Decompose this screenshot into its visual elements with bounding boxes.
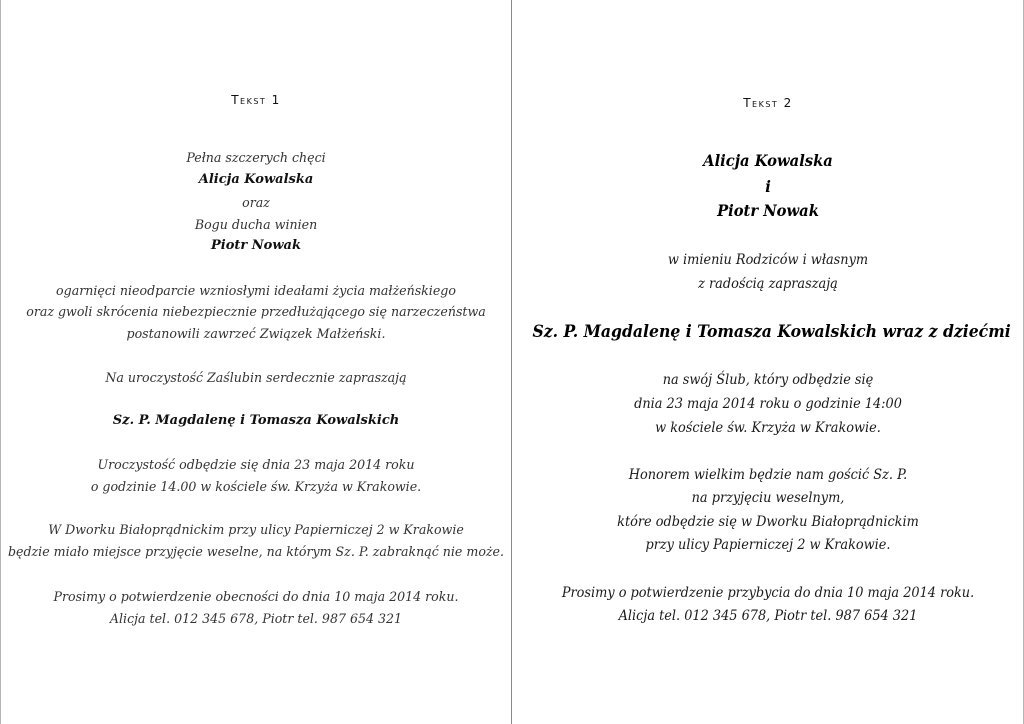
text1-line: będzie miało miejsce przyjęcie weselne, na którym Sz. P. zabraknąć nie może. — [7, 544, 505, 559]
text2-line: na swój Ślub, który odbędzie się — [662, 372, 874, 388]
text1-line: oraz — [242, 195, 270, 210]
text2-bride-name: Alicja Kowalska — [703, 151, 833, 170]
text1-line: Uroczystość odbędzie się dnia 23 maja 2014 roku — [97, 457, 415, 472]
text1-line: postanowili zawrzeć Związek Małżeński. — [126, 326, 386, 341]
text1-line: W Dworku Białoprądnickim przy ulicy Papierniczej 2 w Krakowie — [48, 522, 464, 537]
text2-line: w kościele św. Krzyża w Krakowie. — [655, 420, 881, 436]
text1-line: Na uroczystość Zaślubin serdecznie zapraszają — [105, 370, 407, 385]
text1-line: oraz gwoli skrócenia niebezpiecznie przedłużającego się narzeczeństwa — [26, 304, 486, 319]
text2-line: dnia 23 maja 2014 roku o godzinie 14:00 — [634, 396, 902, 412]
text1-guest-names: Sz. P. Magdalenę i Tomasza Kowalskich — [112, 413, 400, 428]
text2-line: Honorem wielkim będzie nam gościć Sz. P. — [628, 467, 908, 483]
text2-line: które odbędzie się w Dworku Białoprądnickim — [617, 514, 919, 530]
text2-line: Prosimy o potwierdzenie przybycia do dnia 10 maja 2014 roku. — [561, 585, 975, 601]
text1-line: Prosimy o potwierdzenie obecności do dnia 10 maja 2014 roku. — [53, 589, 459, 604]
text2-heading: Tekst 2 — [743, 96, 793, 110]
text2-line: przy ulicy Papierniczej 2 w Krakowie. — [645, 537, 891, 553]
text1-line: Pełna szczerych chęci — [186, 150, 326, 165]
text2-line: w imieniu Rodziców i własnym — [667, 252, 869, 268]
text1-groom-name: Piotr Nowak — [211, 238, 301, 253]
text2-contact: Alicja tel. 012 345 678, Piotr tel. 987 654 321 — [618, 608, 918, 624]
text1-line: o godzinie 14.00 w kościele św. Krzyża w Krakowie. — [90, 479, 422, 494]
text1-line: ogarnięci nieodparcie wzniosłymi ideałami życia małżeńskiego — [56, 283, 456, 298]
text2-groom-name: Piotr Nowak — [717, 201, 819, 220]
text2-guest-names: Sz. P. Magdalenę i Tomasza Kowalskich wraz z dziećmi — [532, 322, 1011, 342]
text1-contact: Alicja tel. 012 345 678, Piotr tel. 987 654 321 — [109, 611, 403, 626]
text1-bride-name: Alicja Kowalska — [198, 172, 314, 187]
invitation-text-2 — [512, 0, 1024, 724]
text2-line: z radością zapraszają — [698, 276, 838, 292]
text2-line: na przyjęciu weselnym, — [691, 490, 845, 506]
text1-heading: Tekst 1 — [231, 93, 281, 107]
text1-line: Bogu ducha winien — [194, 217, 318, 232]
text2-line: i — [765, 177, 771, 196]
